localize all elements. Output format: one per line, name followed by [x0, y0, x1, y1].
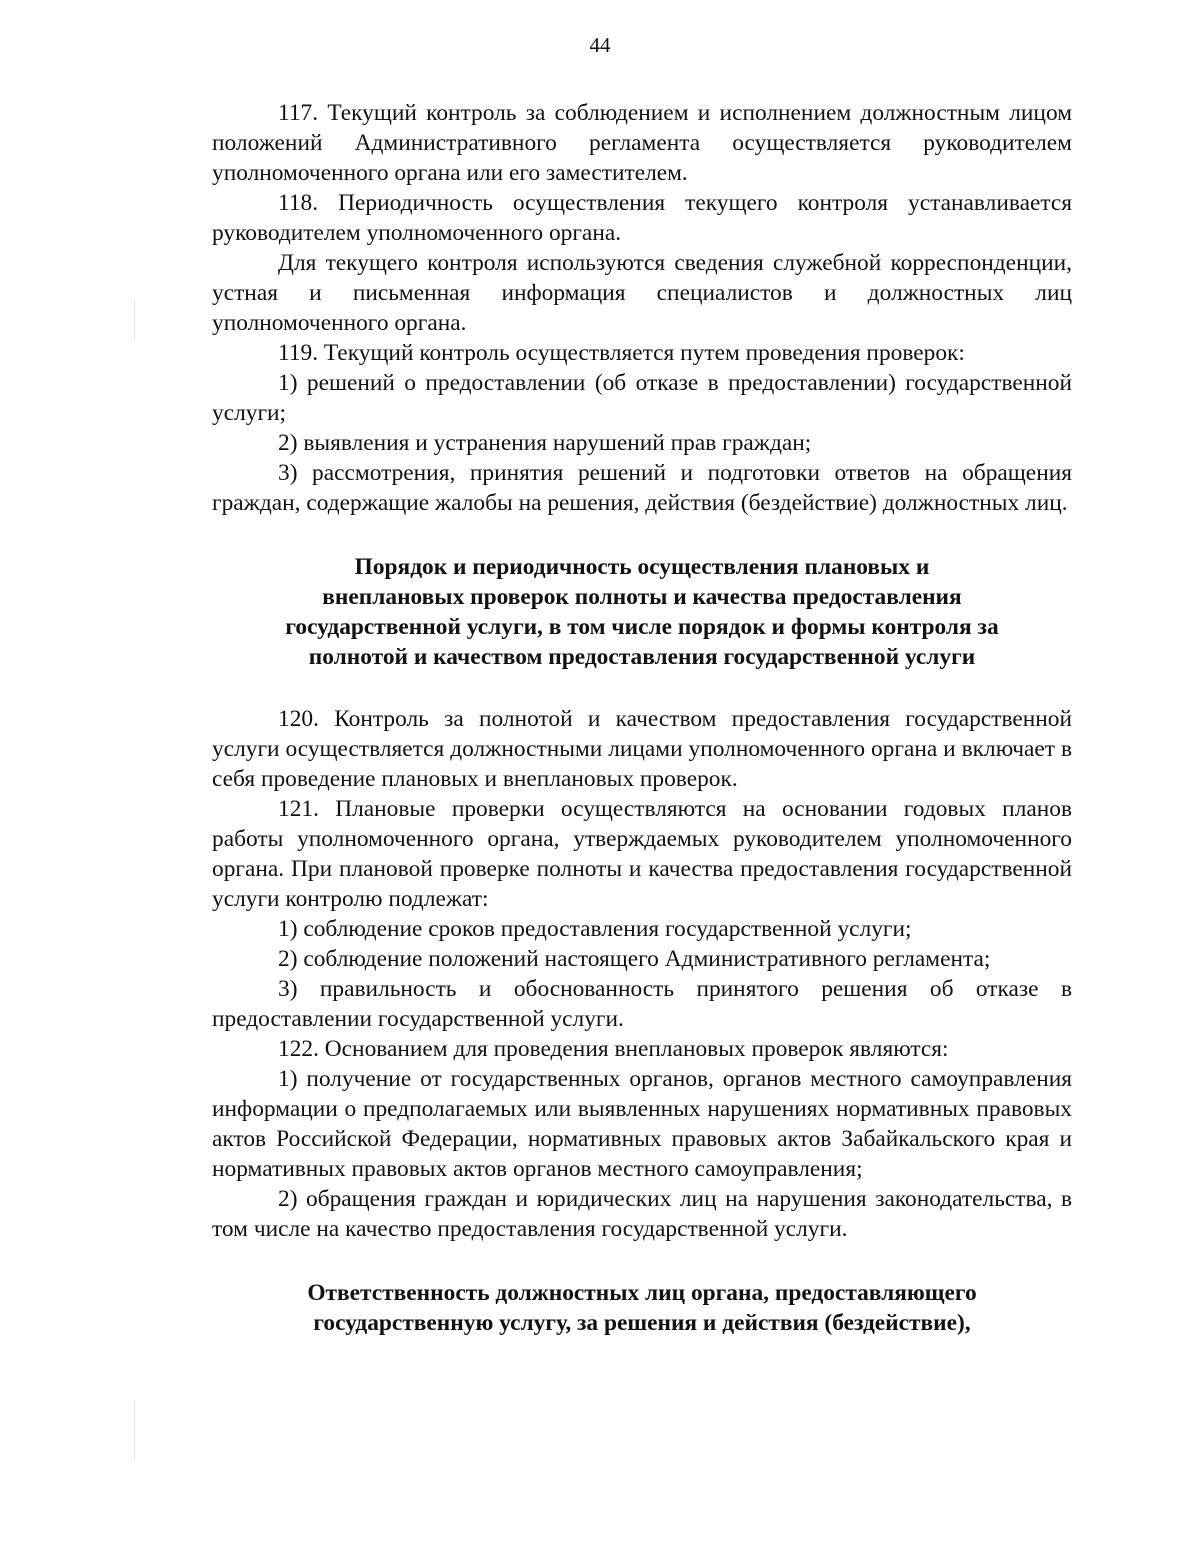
heading-line: полнотой и качеством предоставления государственной услуги [308, 644, 976, 670]
heading-line: государственной услуги, в том числе порядок и формы контроля за [285, 614, 999, 640]
list-item-122-1: 1) получение от государственных органов, органов местного самоуправления информации о предполагаемых или выявленных нарушениях нормативных правовых актов Российской Федерации, нормативных правовых актов Забайкальского края и нормативных правовых актов органов местного самоуправления; [212, 1066, 1072, 1182]
list-item-119-3: 3) рассмотрения, принятия решений и подготовки ответов на обращения граждан, содержащие жалобы на решения, действия (бездействие) должностных лиц. [212, 460, 1072, 516]
paragraph-118: 118. Периодичность осуществления текущего контроля устанавливается руководителем уполномоченного органа. [212, 190, 1072, 246]
paragraph-121: 121. Плановые проверки осуществляются на основании годовых планов работы уполномоченного органа, утверждаемых руководителем уполномоченного органа. При плановой проверке полноты и качества предоставления государственной услуги контролю подлежат: [212, 796, 1072, 912]
scan-artifact-line [134, 1400, 135, 1460]
heading-line: Ответственность должностных лиц органа, предоставляющего [307, 1280, 977, 1306]
section-heading-inspections [212, 552, 1072, 672]
heading-line: внеплановых проверок полноты и качества предоставления [322, 584, 962, 610]
scan-artifact-line [134, 300, 135, 340]
paragraph-118-sources: Для текущего контроля используются сведения служебной корреспонденции, устная и письменная информация специалистов и должностных лиц уполномоченного органа. [212, 250, 1072, 336]
list-item-121-1: 1) соблюдение сроков предоставления государственной услуги; [278, 916, 912, 942]
list-item-119-1: 1) решений о предоставлении (об отказе в предоставлении) государственной услуги; [212, 370, 1072, 426]
list-item-121-3: 3) правильность и обоснованность принятого решения об отказе в предоставлении государственной услуги. [212, 976, 1072, 1032]
heading-line: государственную услугу, за решения и действия (бездействие), [313, 1310, 971, 1336]
paragraph-119: 119. Текущий контроль осуществляется путем проведения проверок: [278, 340, 965, 366]
list-item-122-2: 2) обращения граждан и юридических лиц на нарушения законодательства, в том числе на качество предоставления государственной услуги. [212, 1186, 1072, 1242]
section-heading-responsibility [212, 1278, 1072, 1338]
list-item-119-2: 2) выявления и устранения нарушений прав граждан; [278, 430, 812, 456]
list-item-121-2: 2) соблюдение положений настоящего Административного регламента; [278, 946, 991, 972]
paragraph-120: 120. Контроль за полнотой и качеством предоставления государственной услуги осуществляется должностными лицами уполномоченного органа и включает в себя проведение плановых и внеплановых проверок. [212, 706, 1072, 792]
heading-line: Порядок и периодичность осуществления плановых и [354, 554, 930, 580]
document-body [212, 98, 1072, 1338]
page-number: 44 [589, 33, 611, 57]
paragraph-117: 117. Текущий контроль за соблюдением и исполнением должностным лицом положений Административного регламента осуществляется руководителем уполномоченного органа или его заместителем. [212, 100, 1072, 186]
paragraph-122: 122. Основанием для проведения внеплановых проверок являются: [278, 1036, 949, 1062]
